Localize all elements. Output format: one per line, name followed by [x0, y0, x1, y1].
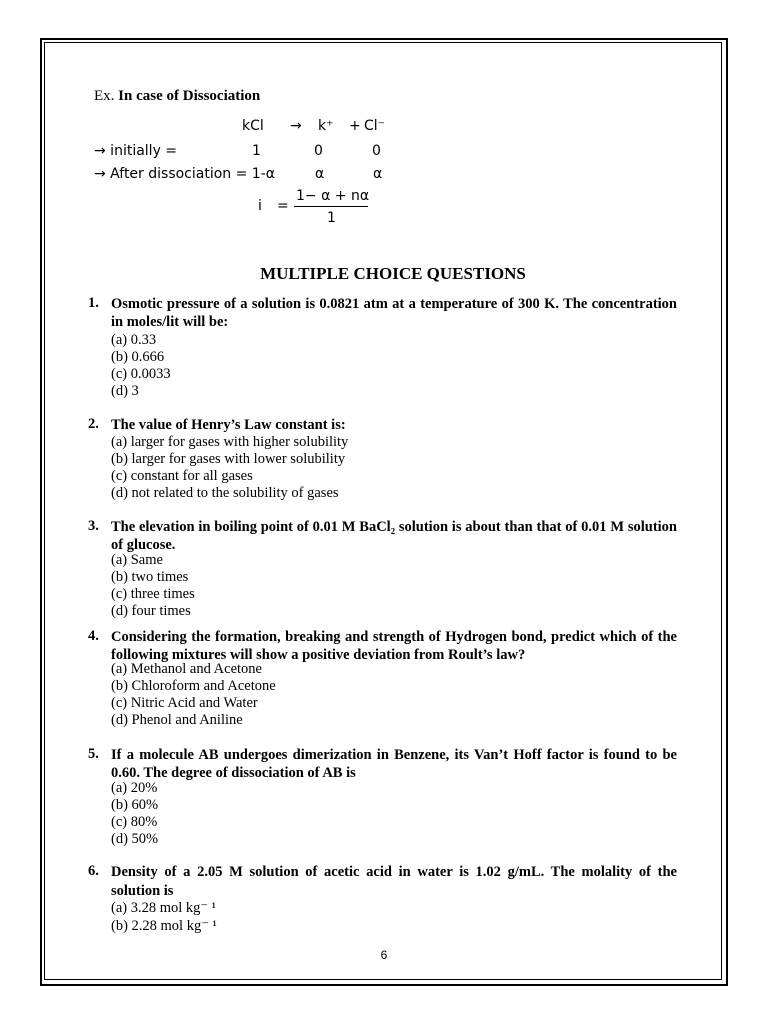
question-1-option-a: (a) 0.33: [111, 332, 157, 348]
example-title: In case of Dissociation: [118, 88, 261, 104]
question-2-text: The value of Henry’s Law constant is:: [111, 417, 346, 433]
question-2-number: 2.: [88, 416, 99, 432]
question-2-option-d: (d) not related to the solubility of gases: [111, 485, 339, 501]
fraction-numerator: 1− α + nα: [296, 188, 370, 204]
row-after-label: → After dissociation = 1-α: [94, 166, 275, 182]
reaction-arrow: →: [290, 118, 302, 134]
question-5-option-b: (b) 60%: [111, 797, 159, 813]
question-5-text: If a molecule AB undergoes dimerization in Benzene, its Van’t Hoff factor is found to be 0.60. The degree of dissociation of AB is: [111, 747, 677, 781]
question-1-option-b: (b) 0.666: [111, 349, 165, 365]
question-4-option-b: (b) Chloroform and Acetone: [111, 678, 276, 694]
question-6-text: Density of a 2.05 M solution of acetic acid in water is 1.02 g/mL. The molality of the solution is: [111, 864, 677, 899]
question-1-text: Osmotic pressure of a solution is 0.0821 atm at a temperature of 300 K. The concentration in moles/lit will be:: [111, 296, 677, 330]
equals-sign: =: [277, 198, 289, 214]
question-4-option-d: (d) Phenol and Aniline: [111, 712, 243, 728]
row-initial-label: → initially =: [94, 143, 178, 159]
question-5-number: 5.: [88, 746, 99, 762]
question-6-option-b: (b) 2.28 mol kg⁻ ¹: [111, 918, 217, 934]
question-5-option-d: (d) 50%: [111, 831, 159, 847]
question-5-option-a: (a) 20%: [111, 780, 158, 796]
question-2-option-b: (b) larger for gases with lower solubility: [111, 451, 346, 467]
question-3-option-c: (c) three times: [111, 586, 195, 602]
example-prefix: Ex.: [94, 88, 115, 104]
fraction-bar: [294, 206, 368, 207]
question-4-option-c: (c) Nitric Acid and Water: [111, 695, 258, 711]
product-2: Cl⁻: [364, 118, 386, 134]
initial-value-3: 0: [372, 143, 381, 159]
initial-value-1: 1: [252, 143, 261, 159]
reactant: kCl: [242, 118, 264, 134]
question-6-option-a: (a) 3.28 mol kg⁻ ¹: [111, 900, 217, 916]
question-3-option-b: (b) two times: [111, 569, 189, 585]
section-heading: MULTIPLE CHOICE QUESTIONS: [260, 264, 526, 283]
initial-value-2: 0: [314, 143, 323, 159]
vant-hoff-symbol: i: [258, 198, 262, 214]
question-1-option-c: (c) 0.0033: [111, 366, 171, 382]
example-heading: [94, 88, 260, 105]
page-number: 6: [380, 948, 388, 962]
after-value-1: α: [315, 166, 325, 182]
fraction-denominator: 1: [327, 210, 336, 226]
question-6-number: 6.: [88, 863, 99, 879]
question-5-option-c: (c) 80%: [111, 814, 158, 830]
product-1: k⁺: [318, 118, 334, 134]
question-1-option-d: (d) 3: [111, 383, 139, 399]
question-1-number: 1.: [88, 295, 99, 311]
plus-sign: +: [349, 118, 361, 134]
question-3-text: The elevation in boiling point of 0.01 M BaCl₂ solution is about than that of 0.01 M solution of glucose.: [111, 519, 677, 553]
question-3-number: 3.: [88, 518, 99, 534]
question-3-option-d: (d) four times: [111, 603, 191, 619]
after-value-2: α: [373, 166, 383, 182]
question-2-option-a: (a) larger for gases with higher solubility: [111, 434, 349, 450]
question-2-option-c: (c) constant for all gases: [111, 468, 253, 484]
question-4-number: 4.: [88, 628, 99, 644]
question-3-option-a: (a) Same: [111, 552, 163, 568]
question-4-text: Considering the formation, breaking and strength of Hydrogen bond, predict which of the following mixtures will show a positive deviation from Roult’s law?: [111, 629, 677, 663]
question-4-option-a: (a) Methanol and Acetone: [111, 661, 262, 677]
